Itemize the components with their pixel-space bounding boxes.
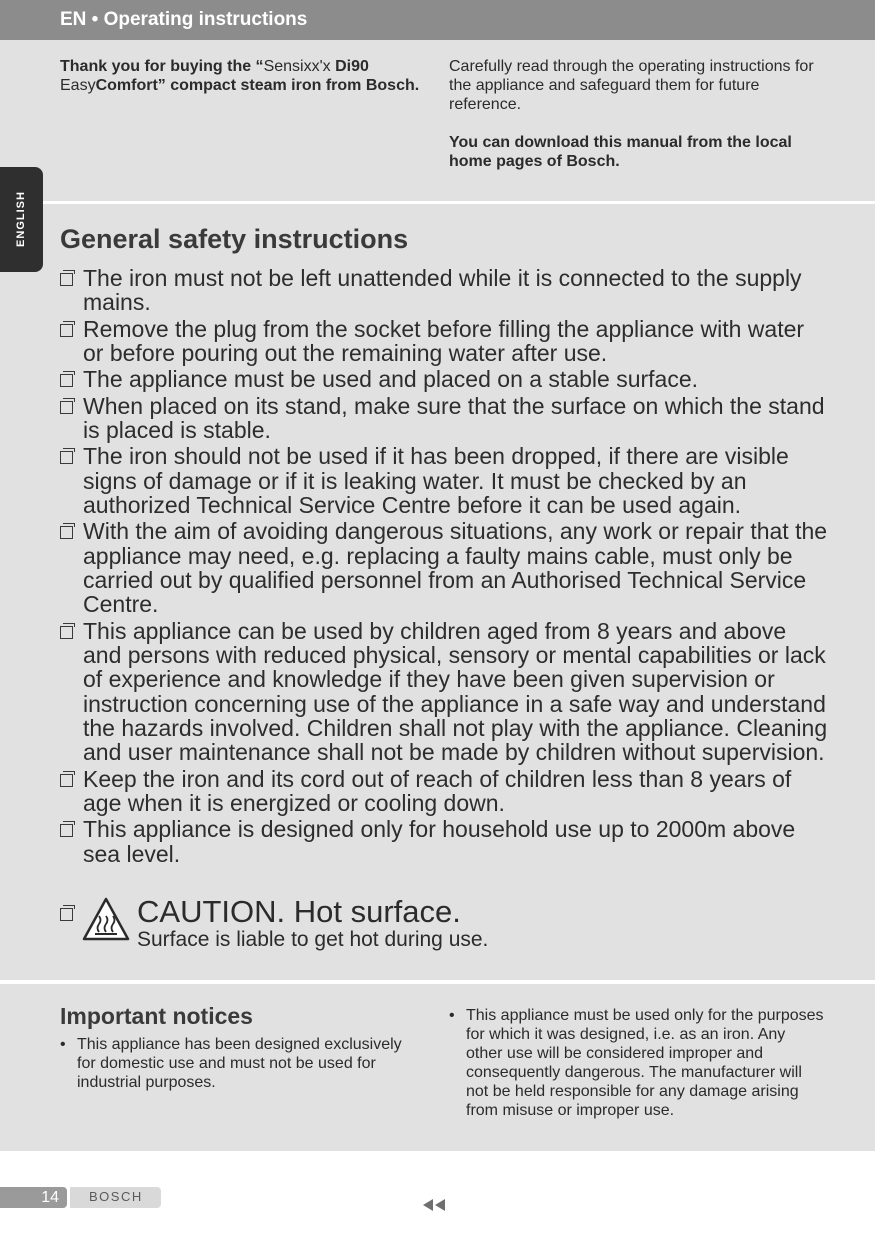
- checkbox-bullet-icon: [60, 824, 73, 837]
- checkbox-bullet-icon: [60, 908, 73, 921]
- checkbox-bullet-icon: [60, 626, 73, 639]
- intro-download-note: You can download this manual from the local home pages of Bosch.: [449, 134, 792, 170]
- checkbox-bullet-icon: [60, 324, 73, 337]
- brand-name: BOSCH: [89, 1189, 143, 1204]
- safety-item-text: This appliance can be used by children aged from 8 years and above and persons with reduced physical, sensory or mental capabilities or lack of experience and knowledge if they have been given supervision or instruction concerning use of the appliance in a safe way and understand the hazards involved. Children shall not play with the appliance. Cleaning and user maintenance shall not be made by children without supervision.: [83, 617, 828, 766]
- page-header-title: EN • Operating instructions: [60, 9, 308, 30]
- notice-text: This appliance must be used only for the purposes for which it was designed, i.e. as an iron. Any other use will be considered improper and consequently dangerous. The manufacturer will not be held responsible for any damage arising from misuse or improper use.: [466, 1007, 824, 1119]
- bullet-icon: •: [60, 1036, 66, 1053]
- header-bar: [0, 0, 875, 40]
- checkbox-bullet-icon: [60, 451, 73, 464]
- safety-item: [60, 767, 830, 816]
- intro-read-instructions: Carefully read through the operating instructions for the appliance and safeguard them for future reference.: [449, 58, 814, 113]
- page-number: 14: [41, 1189, 59, 1206]
- left-arrow-icon: [435, 1199, 445, 1211]
- safety-item: [60, 317, 830, 366]
- intro-thanks-part3: Di90: [335, 58, 369, 75]
- notice-item: [449, 1006, 824, 1120]
- page-number-box: [0, 1187, 67, 1208]
- intro-thanks-part2: Sensixx'x: [263, 58, 336, 75]
- checkbox-bullet-icon: [60, 526, 73, 539]
- safety-item-text: Remove the plug from the socket before filling the appliance with water or before pouring out the remaining water after use.: [83, 315, 805, 366]
- checkbox-bullet-icon: [60, 401, 73, 414]
- caution-title: CAUTION. Hot surface.: [137, 894, 461, 929]
- safety-item: [60, 619, 830, 765]
- safety-heading: General safety instructions: [60, 224, 409, 254]
- safety-item: [60, 519, 830, 616]
- safety-item-text: This appliance is designed only for household use up to 2000m above sea level.: [83, 816, 796, 867]
- intro-thanks-part4: Easy: [60, 77, 96, 94]
- previous-page-icon[interactable]: [423, 1199, 445, 1211]
- bullet-icon: •: [449, 1007, 455, 1024]
- caution-subtitle: Surface is liable to get hot during use.: [137, 928, 489, 951]
- notice-item: [60, 1035, 420, 1092]
- checkbox-bullet-icon: [60, 774, 73, 787]
- notice-text: This appliance has been designed exclusively for domestic use and must not be used for industrial purposes.: [77, 1036, 402, 1091]
- safety-item-text: The appliance must be used and placed on a stable surface.: [83, 366, 699, 393]
- safety-item: [60, 444, 830, 517]
- safety-item: [60, 367, 830, 391]
- intro-thanks-part5: Comfort” compact steam iron from Bosch.: [95, 77, 420, 94]
- safety-item: [60, 817, 830, 866]
- safety-item-text: When placed on its stand, make sure that the surface on which the stand is placed is stable.: [83, 392, 825, 444]
- language-tab-label: ENGLISH: [15, 191, 27, 247]
- safety-item-text: Keep the iron and its cord out of reach of children less than 8 years of age when it is energized or cooling down.: [83, 765, 792, 816]
- safety-item: [60, 266, 830, 315]
- brand-box: [70, 1187, 161, 1208]
- checkbox-bullet-icon: [60, 273, 73, 286]
- safety-item-text: The iron should not be used if it has been dropped, if there are visible signs of damage or if it is leaking water. It must be checked by an authorized Technical Service Centre before it can be used again.: [83, 443, 789, 519]
- intro-reading-text: [449, 57, 819, 190]
- checkbox-bullet-icon: [60, 374, 73, 387]
- intro-thanks-part1: Thank you for buying the “: [60, 58, 264, 75]
- safety-item-text: With the aim of avoiding dangerous situations, any work or repair that the appliance may need, e.g. replacing a faulty mains cable, must only be carried out by qualified personnel from an Authorised Technical Service Centre.: [83, 518, 828, 618]
- hot-surface-warning-icon: [82, 896, 130, 942]
- safety-list: [60, 266, 830, 868]
- left-arrow-icon: [423, 1199, 433, 1211]
- language-tab: [0, 167, 43, 272]
- notices-heading: Important notices: [60, 1003, 253, 1029]
- safety-item: [60, 394, 830, 443]
- intro-thanks-text: [60, 57, 420, 95]
- safety-item-text: The iron must not be left unattended while it is connected to the supply mains.: [83, 265, 802, 316]
